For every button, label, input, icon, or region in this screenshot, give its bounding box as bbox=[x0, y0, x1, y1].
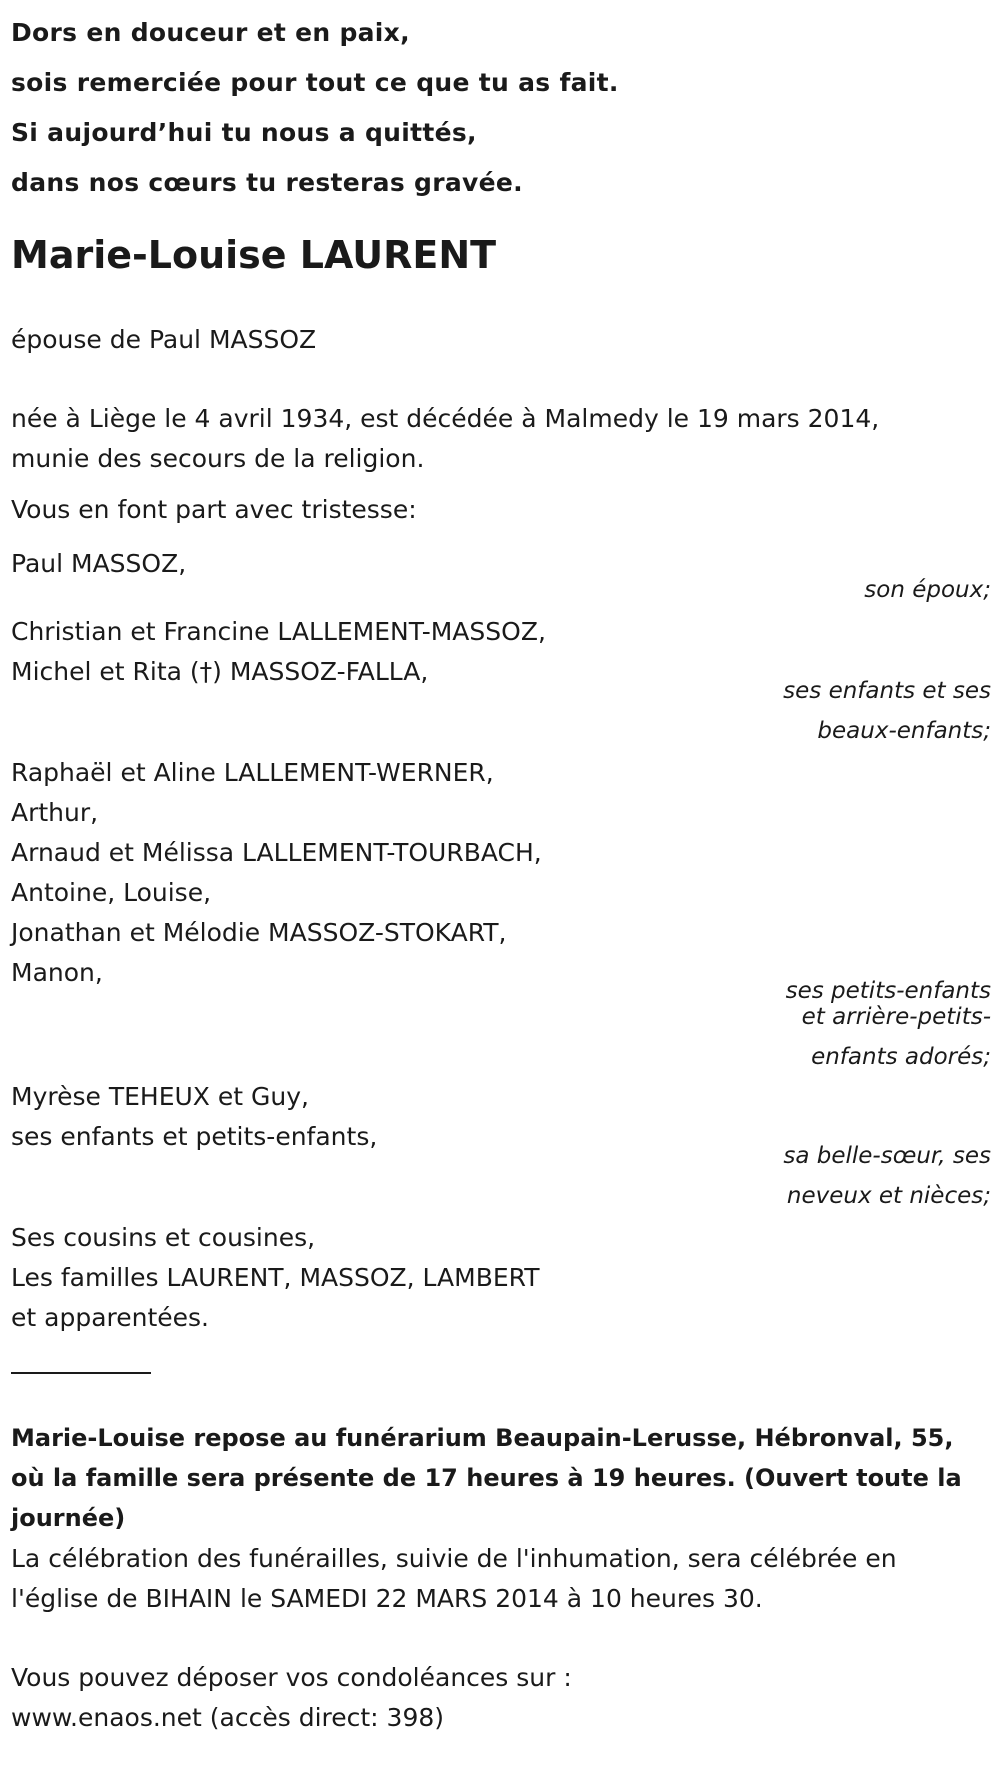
wake-notice: Marie-Louise repose au funérarium Beaupain-Lerusse, Hébronval, 55, où la famille sera présente de 17 heures à 19 heures. (Ouvert toute la journée) bbox=[11, 1424, 962, 1532]
family-group-sister-in-law bbox=[11, 1077, 377, 1157]
condolences-link[interactable]: www.enaos.net (accès direct: 398) bbox=[11, 1703, 445, 1732]
family-name: Manon, bbox=[11, 958, 103, 987]
ceremony-info: La célébration des funérailles, suivie de l'inhumation, sera célébrée en l'église de BIHAIN le SAMEDI 22 MARS 2014 à 10 heures 30. bbox=[11, 1544, 897, 1613]
poem-line: Dors en douceur et en paix, bbox=[11, 18, 410, 47]
poem-line: sois remerciée pour tout ce que tu as fait. bbox=[11, 68, 619, 97]
divider bbox=[11, 1372, 151, 1374]
family-name: ses enfants et petits-enfants, bbox=[11, 1122, 378, 1151]
relation-sister-in-law bbox=[783, 1136, 991, 1216]
relation-line: sa belle-sœur, ses bbox=[783, 1143, 991, 1169]
birth-death-line: née à Liège le 4 avril 1934, est décédée à Malmedy le 19 mars 2014, bbox=[11, 404, 880, 433]
condolences-line: Vous pouvez déposer vos condoléances sur : bbox=[11, 1663, 572, 1692]
family-name: Arthur, bbox=[11, 798, 99, 827]
family-name: Arnaud et Mélissa LALLEMENT-TOURBACH, bbox=[11, 838, 542, 867]
family-group-grandchildren bbox=[11, 753, 542, 993]
condolences-info bbox=[11, 1658, 572, 1738]
relation-line: et arrière-petits- bbox=[801, 1004, 991, 1030]
poem-line: dans nos cœurs tu resteras gravée. bbox=[11, 168, 523, 197]
birth-death-info bbox=[11, 399, 879, 479]
relation-spouse bbox=[864, 570, 991, 610]
poem-line: Si aujourd’hui tu nous a quittés, bbox=[11, 118, 477, 147]
deceased-name: Marie-Louise LAURENT bbox=[11, 233, 497, 277]
poem bbox=[11, 8, 619, 208]
family-name: Christian et Francine LALLEMENT-MASSOZ, bbox=[11, 617, 546, 646]
relation-line: beaux-enfants; bbox=[817, 718, 991, 744]
family-name: Michel et Rita (†) MASSOZ-FALLA, bbox=[11, 657, 429, 686]
family-name: et apparentées. bbox=[11, 1303, 209, 1332]
relation-grandchildren bbox=[786, 978, 991, 1070]
relation-line: enfants adorés; bbox=[811, 1044, 991, 1070]
family-name: Ses cousins et cousines, bbox=[11, 1223, 316, 1252]
family-group-spouse bbox=[11, 544, 186, 584]
announce-intro: Vous en font part avec tristesse: bbox=[11, 495, 417, 524]
family-name: Raphaël et Aline LALLEMENT-WERNER, bbox=[11, 758, 494, 787]
family-group-children bbox=[11, 612, 546, 692]
relation-line: ses petits-enfants bbox=[785, 978, 991, 1004]
family-name: Antoine, Louise, bbox=[11, 878, 212, 907]
spouse-line: épouse de Paul MASSOZ bbox=[11, 325, 317, 354]
family-group-cousins bbox=[11, 1218, 540, 1338]
family-name: Les familles LAURENT, MASSOZ, LAMBERT bbox=[11, 1263, 540, 1292]
relation-children bbox=[783, 671, 991, 751]
relation-line: ses enfants et ses bbox=[783, 678, 991, 704]
birth-death-line: munie des secours de la religion. bbox=[11, 444, 425, 473]
family-name: Jonathan et Mélodie MASSOZ-STOKART, bbox=[11, 918, 507, 947]
family-name: Paul MASSOZ, bbox=[11, 549, 187, 578]
relation-line: neveux et nièces; bbox=[786, 1183, 991, 1209]
relation-line: son époux; bbox=[864, 577, 991, 603]
family-name: Myrèse TEHEUX et Guy, bbox=[11, 1082, 309, 1111]
